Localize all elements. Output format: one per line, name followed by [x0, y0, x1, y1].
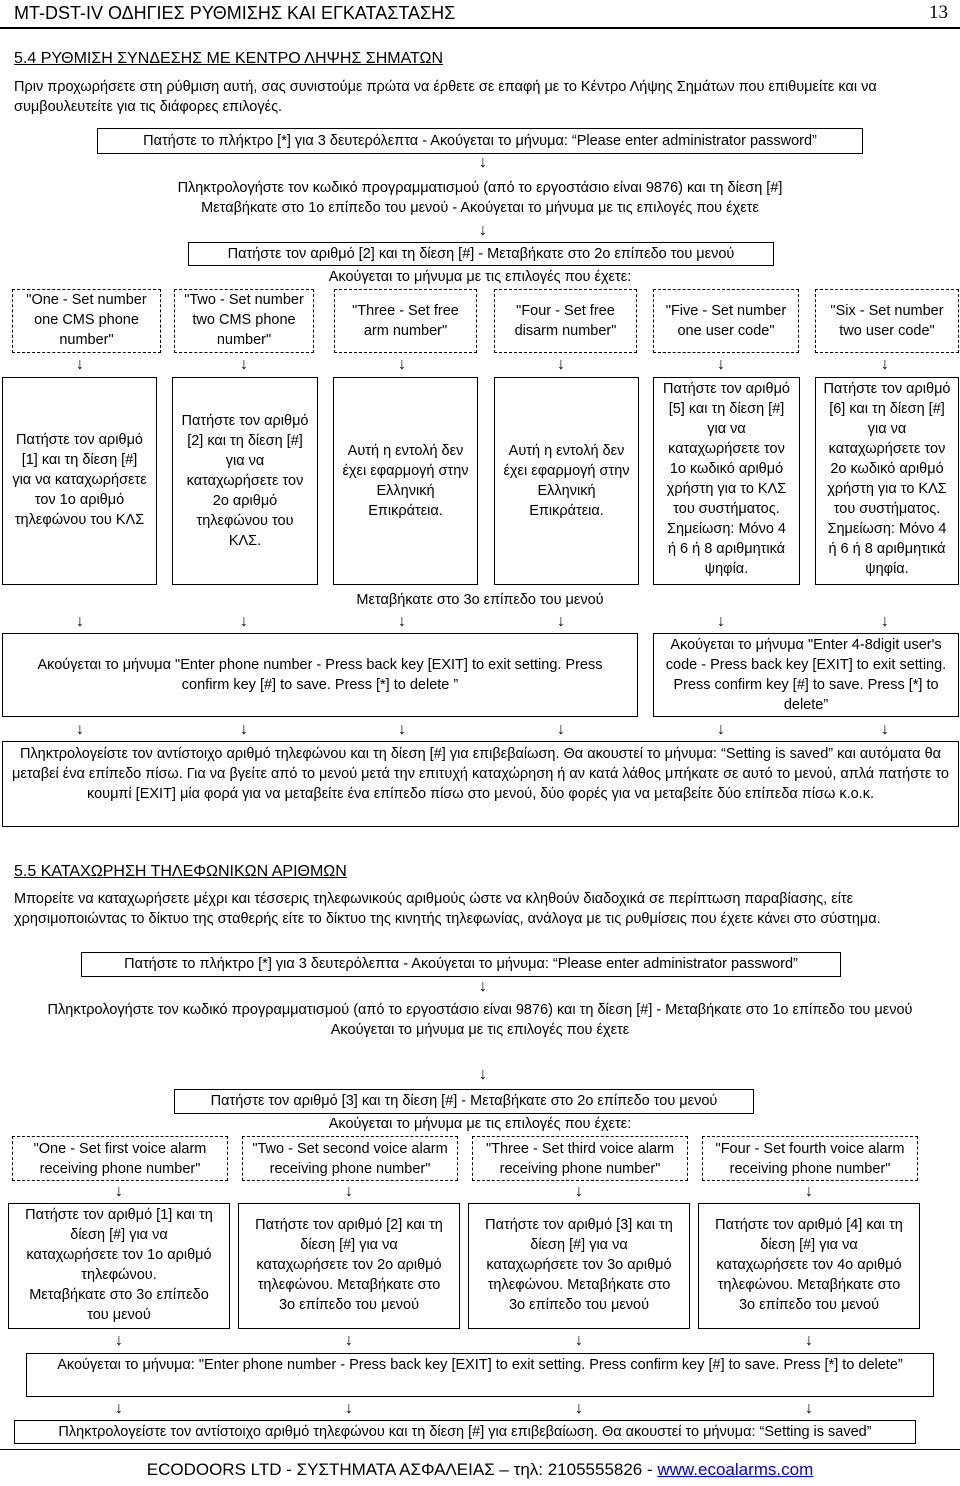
document-title: MT-DST-IV ΟΔΗΓΙΕΣ ΡΥΘΜΙΣΗΣ ΚΑΙ ΕΓΚΑΤΑΣΤΑΣΗΣ [14, 3, 456, 23]
arrow-down-icon: ↓ [240, 613, 248, 630]
level-3-note: Μεταβήκατε στο 3ο επίπεδο του μενού [356, 592, 604, 608]
arrow-down-icon: ↓ [345, 1183, 353, 1200]
footer [0, 1459, 960, 1481]
arrow-down-icon: ↓ [717, 356, 725, 373]
option-three-free-arm: "Three - Set free arm number" [334, 289, 477, 353]
section-intro-cms: Πριν προχωρήσετε στη ρύθμιση αυτή, σας συνιστούμε πρώτα να έρθετε σε επαφή με το Κέντρο Λήψης Σημάτων που επιθυμείτε και να συμβουλευτείτε για τις διάφορες επιλογές. [14, 79, 877, 115]
arrow-down-icon: ↓ [881, 721, 889, 738]
arrow-down-icon: ↓ [881, 613, 889, 630]
action-store-phone-2: Πατήστε τον αριθμό [2] και τη δίεση [#] για να καταχωρήσετε τον 2ο αριθμό τηλεφώνου. Μεταβήκατε στο 3ο επίπεδο του μενού [238, 1203, 460, 1329]
option-four-free-disarm: "Four - Set free disarm number" [494, 289, 637, 353]
action-four-not-applicable: Αυτή η εντολή δεν έχει εφαρμογή στην Ελληνική Επικράτεια. [494, 377, 639, 585]
message-enter-phone-number-2: Ακούγεται το μήνυμα: "Enter phone number - Press back key [EXIT] to exit setting. Press confirm key [#] to save. Press [*] to delete” [26, 1353, 934, 1397]
arrow-down-icon: ↓ [479, 1066, 487, 1083]
footer-text: ECODOORS LTD - ΣΥΣΤΗΜΑΤΑ ΑΣΦΑΛΕΙΑΣ – τηλ: 2105555826 - [146, 1460, 658, 1479]
action-store-phone-1: Πατήστε τον αριθμό [1] και τη δίεση [#] για να καταχωρήσετε τον 1ο αριθμό τηλεφώνου. Μεταβήκατε στο 3ο επίπεδο του μενού [8, 1203, 230, 1329]
footer-website-link[interactable]: www.ecoalarms.com [657, 1460, 814, 1479]
arrow-down-icon: ↓ [479, 222, 487, 239]
footer-divider [0, 1449, 960, 1450]
step-press-3: Πατήστε τον αριθμό [3] και τη δίεση [#] - Μεταβήκατε στο 2ο επίπεδο του μενού [174, 1089, 754, 1114]
message-enter-phone-number: Ακούγεται το μήνυμα "Enter phone number - Press back key [EXIT] to exit setting. Press confirm key [#] to save. Press [*] to delete ” [2, 633, 638, 717]
option-two-cms-phone: "Two - Set number two CMS phone number" [174, 289, 314, 353]
arrow-down-icon: ↓ [805, 1332, 813, 1349]
arrow-down-icon: ↓ [115, 1183, 123, 1200]
section-intro-phone-numbers: Μπορείτε να καταχωρήσετε μέχρι και τέσσερις τηλεφωνικούς αριθμούς ώστε να κληθούν διαδοχικά σε περίπτωση παραβίασης, είτε χρησιμοποιώντας το δίκτυο της σταθερής είτε το δίκτυο της κινητής τηλεφωνίας, ανάλογα με τις ρυθμίσεις που έχετε κάνει στο σύστημα. [14, 891, 881, 927]
step-enter-code-2: Πληκτρολογήστε τον κωδικό προγραμματισμού (από το εργοστάσιο είναι 9876) και τη δίεση [#] - Μεταβήκατε στο 1ο επίπεδο του μενού Ακούγεται το μήνυμα με τις επιλογές που έχετε [47, 1002, 913, 1038]
arrow-down-icon: ↓ [240, 721, 248, 738]
arrow-down-icon: ↓ [805, 1400, 813, 1417]
arrow-down-icon: ↓ [345, 1400, 353, 1417]
option-third-voice-alarm: "Three - Set third voice alarm receiving phone number" [472, 1136, 688, 1181]
option-six-user-code: "Six - Set number two user code" [815, 289, 959, 353]
section-title-phone-numbers: 5.5 ΚΑΤΑΧΩΡΗΣΗ ΤΗΛΕΦΩΝΙΚΩΝ ΑΡΙΘΜΩΝ [14, 863, 347, 880]
action-store-phone-4: Πατήστε τον αριθμό [4] και τη δίεση [#] για να καταχωρήσετε τον 4ο αριθμό τηλεφώνου. Μεταβήκατε στο 3ο επίπεδο του μενού [698, 1203, 920, 1329]
arrow-down-icon: ↓ [557, 613, 565, 630]
arrow-down-icon: ↓ [398, 613, 406, 630]
arrow-down-icon: ↓ [479, 978, 487, 995]
arrow-down-icon: ↓ [398, 721, 406, 738]
step-enter-admin-mode-2: Πατήστε το πλήκτρο [*] για 3 δευτερόλεπτα - Ακούγεται το μήνυμα: “Please enter administrator password” [81, 952, 841, 977]
final-confirmation-phone: Πληκτρολογείστε τον αντίστοιχο αριθμό τηλεφώνου και τη δίεση [#] για επιβεβαίωση. Θα ακουστεί το μήνυμα: “Setting is saved” [14, 1420, 916, 1444]
option-second-voice-alarm: "Two - Set second voice alarm receiving phone number" [242, 1136, 458, 1181]
arrow-down-icon: ↓ [398, 356, 406, 373]
arrow-down-icon: ↓ [881, 356, 889, 373]
arrow-down-icon: ↓ [557, 356, 565, 373]
arrow-down-icon: ↓ [76, 356, 84, 373]
action-store-cms-phone-1: Πατήστε τον αριθμό [1] και τη δίεση [#] για να καταχωρήσετε τον 1ο αριθμό τηλεφώνου του ΚΛΣ [2, 377, 157, 585]
action-store-user-code-2: Πατήστε τον αριθμό [6] και τη δίεση [#] για να καταχωρήσετε τον 2ο κωδικό αριθμό χρήστη για το ΚΛΣ του συστήματος. Σημείωση: Μόνο 4 ή 6 ή 8 αριθμητικά ψηφία. [815, 377, 959, 585]
arrow-down-icon: ↓ [805, 1183, 813, 1200]
step-press-2: Πατήστε τον αριθμό [2] και τη δίεση [#] - Μεταβήκατε στο 2ο επίπεδο του μενού [188, 242, 774, 266]
message-enter-user-code: Ακούγεται το μήνυμα "Enter 4-8digit user's code - Press back key [EXIT] to exit setting. Press confirm key [#] to save. Press [*] to delete” [653, 633, 959, 717]
arrow-down-icon: ↓ [479, 154, 487, 171]
arrow-down-icon: ↓ [76, 721, 84, 738]
option-fourth-voice-alarm: "Four - Set fourth voice alarm receiving phone number" [702, 1136, 918, 1181]
arrow-down-icon: ↓ [345, 1332, 353, 1349]
step-press-3-sub: Ακούγεται το μήνυμα με τις επιλογές που έχετε: [328, 1116, 632, 1132]
option-five-user-code: "Five - Set number one user code" [653, 289, 799, 353]
step-press-2-sub: Ακούγεται το μήνυμα με τις επιλογές που έχετε: [328, 269, 632, 285]
arrow-down-icon: ↓ [575, 1183, 583, 1200]
arrow-down-icon: ↓ [557, 721, 565, 738]
arrow-down-icon: ↓ [717, 613, 725, 630]
action-store-cms-phone-2: Πατήστε τον αριθμό [2] και τη δίεση [#] για να καταχωρήσετε τον 2ο αριθμό τηλεφώνου του ΚΛΣ. [172, 377, 318, 585]
arrow-down-icon: ↓ [115, 1332, 123, 1349]
action-three-not-applicable: Αυτή η εντολή δεν έχει εφαρμογή στην Ελληνική Επικράτεια. [333, 377, 478, 585]
page-number: 13 [929, 2, 948, 23]
section-title-cms: 5.4 ΡΥΘΜΙΣΗ ΣΥΝΔΕΣΗΣ ΜΕ ΚΕΝΤΡΟ ΛΗΨΗΣ ΣΗΜΑΤΩΝ [14, 50, 444, 67]
arrow-down-icon: ↓ [575, 1332, 583, 1349]
arrow-down-icon: ↓ [76, 613, 84, 630]
step-enter-admin-mode: Πατήστε το πλήκτρο [*] για 3 δευτερόλεπτα - Ακούγεται το μήνυμα: “Please enter administrator password” [97, 128, 863, 154]
option-one-cms-phone: "One - Set number one CMS phone number" [12, 289, 161, 353]
action-store-user-code-1: Πατήστε τον αριθμό [5] και τη δίεση [#] για να καταχωρήσετε τον 1ο κωδικό αριθμό χρήστη για το ΚΛΣ του συστήματος. Σημείωση: Μόνο 4 ή 6 ή 8 αριθμητικά ψηφία. [653, 377, 800, 585]
action-store-phone-3: Πατήστε τον αριθμό [3] και τη δίεση [#] για να καταχωρήσετε τον 3ο αριθμό τηλεφώνου. Μεταβήκατε στο 3ο επίπεδο του μενού [468, 1203, 690, 1329]
step-enter-code: Πληκτρολογήστε τον κωδικό προγραμματισμού (από το εργοστάσιο είναι 9876) και τη δίεση [#] Μεταβήκατε στο 1ο επίπεδο του μενού - Ακούγεται το μήνυμα με τις επιλογές που έχετε [177, 180, 783, 216]
arrow-down-icon: ↓ [240, 356, 248, 373]
arrow-down-icon: ↓ [717, 721, 725, 738]
header-divider [0, 27, 960, 29]
arrow-down-icon: ↓ [575, 1400, 583, 1417]
arrow-down-icon: ↓ [115, 1400, 123, 1417]
final-confirmation-cms: Πληκτρολογείστε τον αντίστοιχο αριθμό τηλεφώνου και τη δίεση [#] για επιβεβαίωση. Θα ακουστεί το μήνυμα: “Setting is saved” και αυτόματα θα μεταβεί ένα επίπεδο πίσω. Για να βγείτε από το μενού μετά την επιτυχή καταχώρηση ή αν κατά λάθος μπήκατε σε αυτό το μενού, απλά πατήστε το κουμπί [EXIT] μία φορά για να μεταβείτε ένα επίπεδο πίσω στο μενού, δύο φορές για να μεταβείτε δύο επίπεδα πίσω κ.ο.κ. [2, 741, 959, 827]
option-first-voice-alarm: "One - Set first voice alarm receiving phone number" [12, 1136, 228, 1181]
